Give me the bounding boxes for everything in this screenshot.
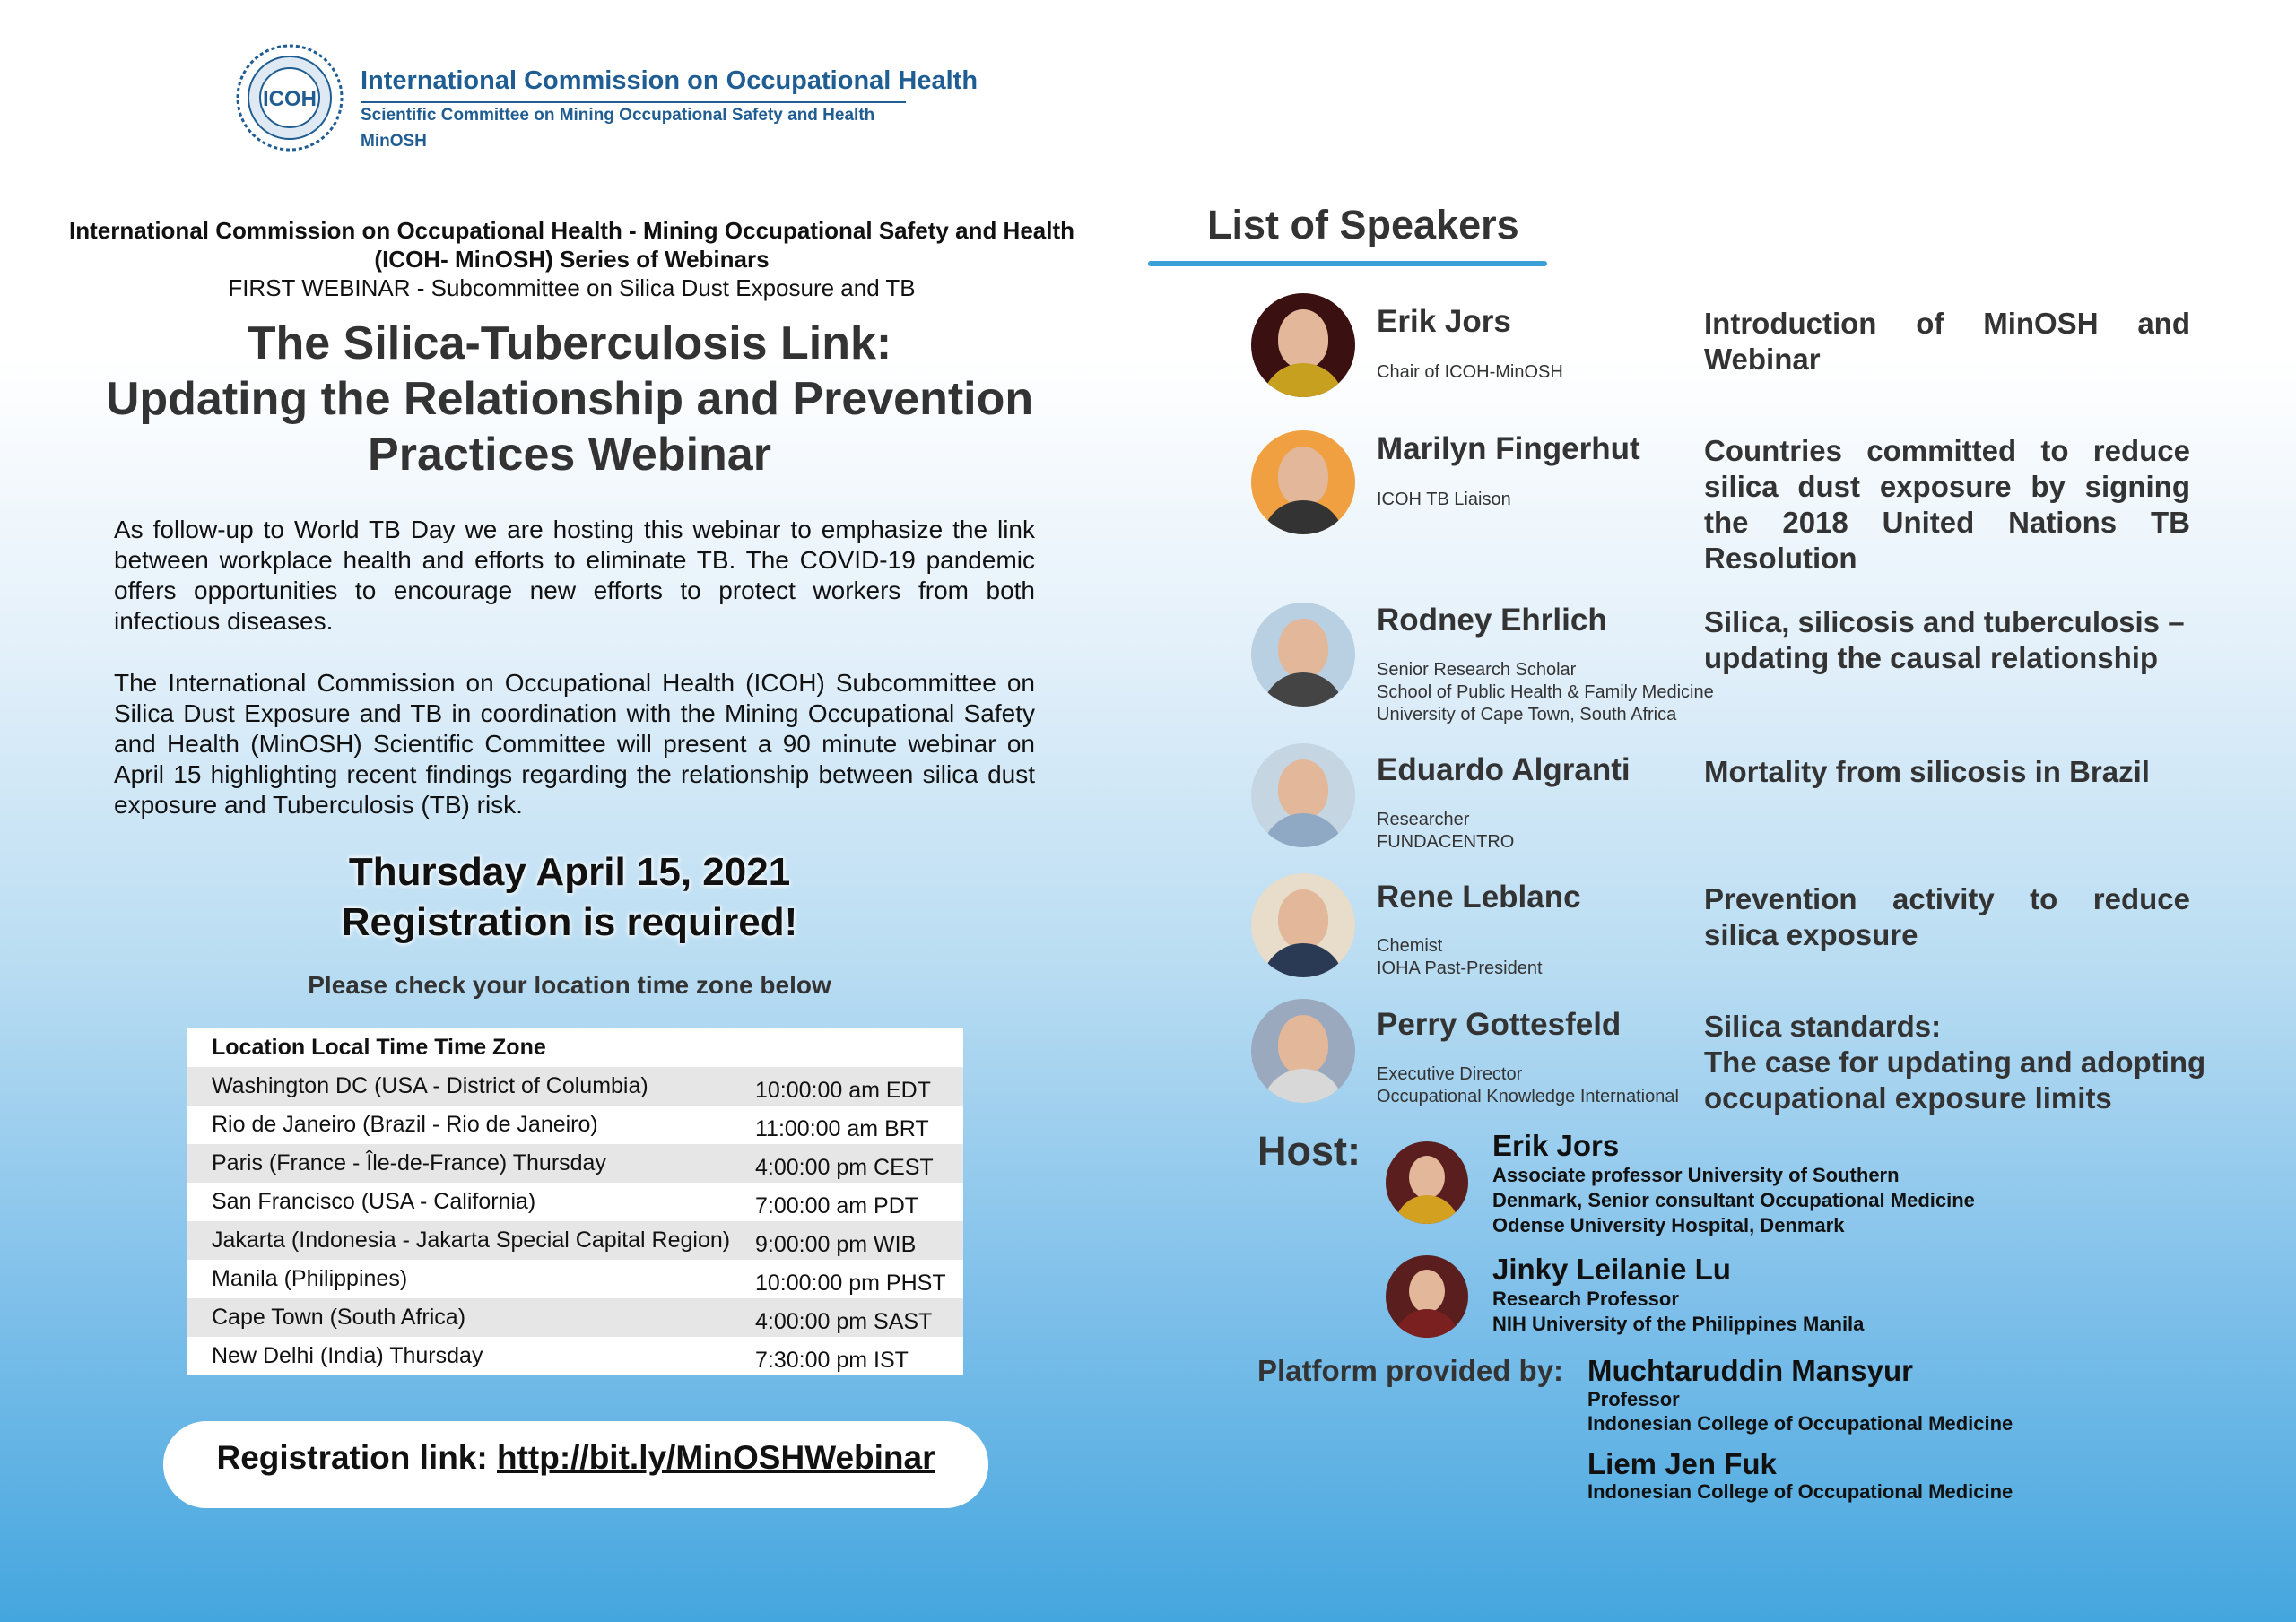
- avatar: [1251, 293, 1355, 397]
- topic-line: Silica standards:: [1704, 1010, 1942, 1043]
- header-line-2: (ICOH- MinOSH) Series of Webinars: [374, 246, 770, 273]
- time-cell: 10:00:00 pm PHST: [755, 1271, 946, 1296]
- avatar-body: [1395, 1195, 1459, 1224]
- platform-name: Muchtaruddin Mansyur: [1587, 1354, 1914, 1387]
- speaker-role: Researcher: [1377, 810, 1470, 829]
- host-detail: Associate professor University of Southern: [1492, 1164, 1900, 1186]
- header-line-3: FIRST WEBINAR - Subcommittee on Silica Dust Exposure and TB: [228, 274, 916, 301]
- title-line-2: Updating the Relationship and Prevention: [105, 373, 1034, 425]
- speaker-role: Executive Director: [1377, 1064, 1523, 1084]
- speaker-topic: [1704, 1009, 2206, 1116]
- platform-label: Platform provided by:: [1257, 1354, 1564, 1387]
- speakers-title: List of Speakers: [1207, 202, 1519, 247]
- speaker-name: Eduardo Algranti: [1377, 752, 1631, 787]
- avatar: [1251, 603, 1355, 707]
- avatar-body: [1262, 1069, 1344, 1103]
- header-line-1: International Commission on Occupational Health - Mining Occupational Safety and Health: [68, 217, 1075, 244]
- logo-org-name: International Commission on Occupational Health: [361, 66, 978, 95]
- location-cell: San Francisco (USA - California): [212, 1189, 536, 1214]
- table-row: [187, 1106, 963, 1144]
- host-detail: Denmark, Senior consultant Occupational Medicine: [1492, 1189, 1975, 1211]
- avatar-body: [1262, 363, 1344, 397]
- avatar-face: [1409, 1156, 1445, 1199]
- time-cell: 7:00:00 am PDT: [755, 1193, 919, 1219]
- speaker-role: School of Public Health & Family Medicine: [1377, 682, 1714, 702]
- title-line-3: Practices Webinar: [368, 429, 771, 481]
- timezone-note: Please check your location time zone below: [308, 971, 831, 999]
- avatar-body: [1262, 943, 1344, 977]
- platform-name: Liem Jen Fuk: [1587, 1447, 1777, 1480]
- speaker-name: Erik Jors: [1377, 304, 1511, 339]
- avatar-face: [1278, 447, 1328, 506]
- registration-link[interactable]: http://bit.ly/MinOSHWebinar: [496, 1439, 935, 1476]
- registration-text: [163, 1439, 988, 1477]
- location-cell: Jakarta (Indonesia - Jakarta Special Capital Region): [212, 1227, 731, 1253]
- location-cell: Paris (France - Île-de-France) Thursday: [212, 1150, 606, 1175]
- avatar-face: [1278, 619, 1328, 678]
- avatar-face: [1409, 1270, 1445, 1313]
- avatar: [1251, 873, 1355, 977]
- title-line-1: The Silica-Tuberculosis Link:: [247, 317, 892, 369]
- host-label: Host:: [1257, 1128, 1361, 1174]
- time-cell: 10:00:00 am EDT: [755, 1078, 931, 1103]
- time-cell: 9:00:00 pm WIB: [755, 1232, 917, 1257]
- speaker-role: FUNDACENTRO: [1377, 832, 1515, 852]
- event-date: Thursday April 15, 2021: [348, 850, 791, 894]
- speaker-role: Chemist: [1377, 936, 1443, 956]
- logo-committee: Scientific Committee on Mining Occupational Safety and Health: [361, 106, 875, 125]
- topic-line: The case for updating and adopting: [1704, 1045, 2206, 1079]
- speaker-name: Rene Leblanc: [1377, 880, 1581, 915]
- speaker-role: Chair of ICOH-MinOSH: [1377, 362, 1563, 382]
- logo-abbr: MinOSH: [361, 132, 427, 151]
- time-cell: 4:00:00 pm CEST: [755, 1155, 934, 1180]
- table-row: [187, 1260, 963, 1298]
- table-row: [187, 1298, 963, 1337]
- avatar: [1251, 999, 1355, 1103]
- speaker-topic: Introduction of MinOSH and Webinar: [1704, 307, 2190, 376]
- time-cell: 11:00:00 am BRT: [755, 1116, 929, 1141]
- host-name: Erik Jors: [1492, 1129, 1620, 1162]
- host-detail: Research Professor: [1492, 1288, 1679, 1310]
- location-cell: Cape Town (South Africa): [212, 1305, 466, 1330]
- speaker-role: University of Cape Town, South Africa: [1377, 705, 1677, 724]
- table-header-label: Location Local Time Time Zone: [212, 1035, 546, 1060]
- location-cell: Manila (Philippines): [212, 1266, 408, 1291]
- platform-detail: Indonesian College of Occupational Medicine: [1587, 1412, 2013, 1435]
- topic-line: occupational exposure limits: [1704, 1081, 2112, 1115]
- avatar-body: [1262, 500, 1344, 534]
- logo-divider: [361, 101, 906, 103]
- location-cell: Rio de Janeiro (Brazil - Rio de Janeiro): [212, 1112, 598, 1137]
- intro-paragraph: As follow-up to World TB Day we are hosting this webinar to emphasize the link between workplace health and efforts to eliminate TB. The COVID-19 pandemic offers opportunities to encourage new efforts to protect workers from both infectious diseases.: [114, 516, 1035, 635]
- speaker-name: Perry Gottesfeld: [1377, 1007, 1622, 1042]
- timezone-table: [187, 1028, 963, 1375]
- avatar-face: [1278, 889, 1328, 949]
- speaker-topic: Mortality from silicosis in Brazil: [1704, 755, 2150, 788]
- avatar-body: [1262, 672, 1344, 707]
- avatar-face: [1278, 1015, 1328, 1074]
- time-cell: 4:00:00 pm SAST: [755, 1309, 933, 1334]
- avatar-face: [1278, 309, 1328, 369]
- icoh-seal-logo: [235, 43, 344, 152]
- platform-detail: Professor: [1587, 1388, 1680, 1410]
- host-detail: NIH University of the Philippines Manila: [1492, 1313, 1865, 1335]
- speaker-role: ICOH TB Liaison: [1377, 490, 1511, 509]
- speaker-topic: Silica, silicosis and tuberculosis – updating the causal relationship: [1704, 605, 2185, 674]
- table-row: [187, 1337, 963, 1375]
- table-header: [187, 1028, 963, 1067]
- time-cell: 7:30:00 pm IST: [755, 1348, 909, 1373]
- speaker-topic: Countries committed to reduce silica dust exposure by signing the 2018 United Nations TB Resolution: [1704, 434, 2190, 575]
- avatar-body: [1262, 813, 1344, 847]
- avatar-face: [1278, 759, 1328, 819]
- speaker-name: Marilyn Fingerhut: [1377, 431, 1640, 466]
- table-row: [187, 1221, 963, 1260]
- seal-text: ICOH: [263, 87, 317, 111]
- description-paragraph: The International Commission on Occupational Health (ICOH) Subcommittee on Silica Dust Exposure and TB in coordination with the Mining Occupational Safety and Health (MinOSH) Scientific Committee will present a 90 minute webinar on April 15 highlighting recent findings regarding the relationship between silica dust exposure and Tuberculosis (TB) risk.: [114, 669, 1035, 819]
- avatar: [1251, 430, 1355, 534]
- registration-label: Registration link:: [216, 1439, 497, 1476]
- avatar: [1251, 743, 1355, 847]
- table-row: [187, 1067, 963, 1106]
- speaker-role: Senior Research Scholar: [1377, 660, 1577, 680]
- avatar-body: [1395, 1309, 1459, 1338]
- location-cell: New Delhi (India) Thursday: [212, 1343, 483, 1368]
- host-name: Jinky Leilanie Lu: [1492, 1253, 1731, 1286]
- platform-detail: Indonesian College of Occupational Medicine: [1587, 1480, 2013, 1503]
- speakers-title-underline: [1148, 261, 1547, 266]
- host-avatar: [1386, 1141, 1468, 1224]
- table-row: [187, 1183, 963, 1221]
- speaker-topic: Prevention activity to reduce silica exposure: [1704, 882, 2190, 951]
- speaker-name: Rodney Ehrlich: [1377, 603, 1607, 638]
- registration-required: Registration is required!: [341, 900, 798, 944]
- host-avatar: [1386, 1255, 1468, 1338]
- host-detail: Odense University Hospital, Denmark: [1492, 1214, 1845, 1236]
- webinar-title: [90, 316, 1049, 482]
- speaker-role: IOHA Past-President: [1377, 958, 1543, 978]
- speaker-role: Occupational Knowledge International: [1377, 1087, 1679, 1106]
- location-cell: Washington DC (USA - District of Columbia): [212, 1073, 648, 1098]
- table-row: [187, 1144, 963, 1183]
